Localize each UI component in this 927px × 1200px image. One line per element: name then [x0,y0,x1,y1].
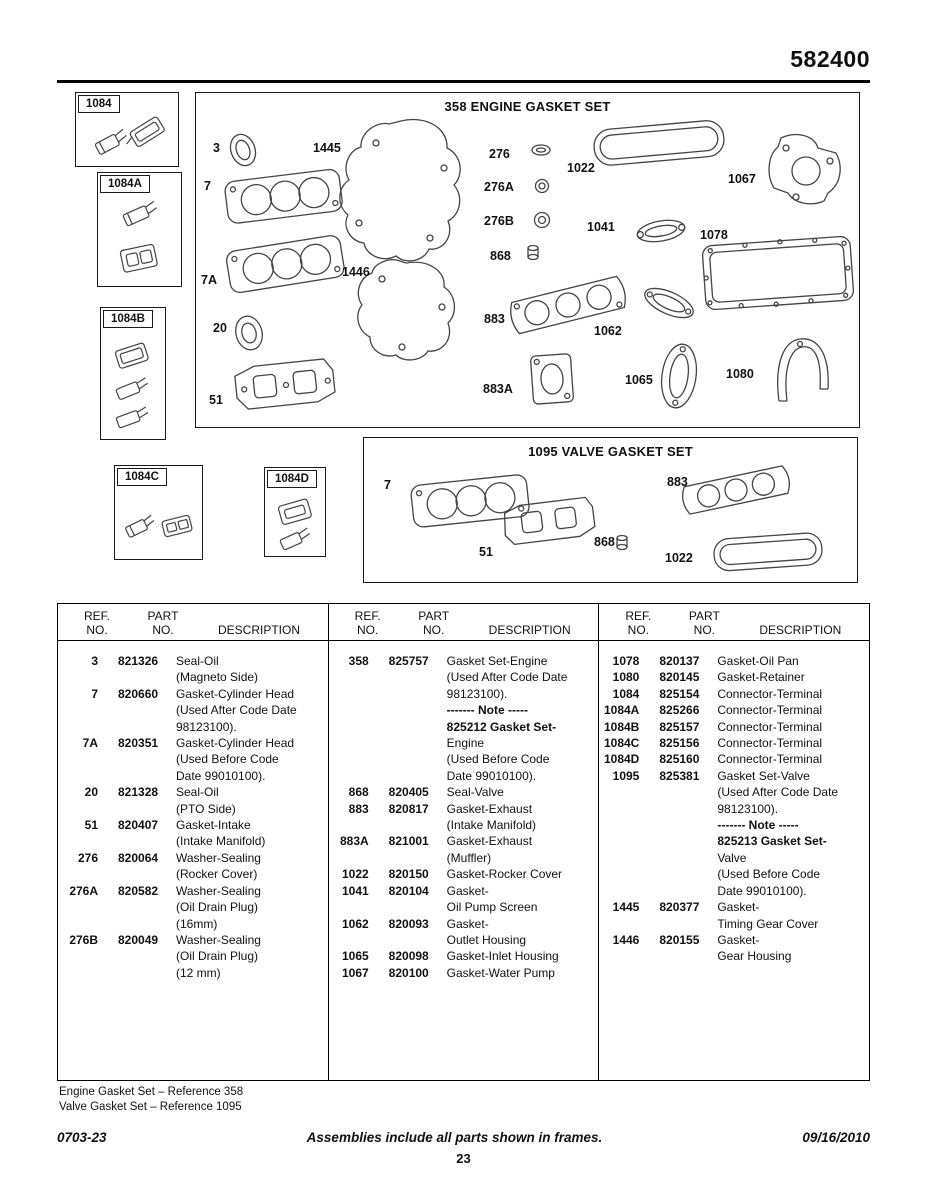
ref-no: 1065 [341,949,369,964]
description: Gasket- Timing Gear Cover [717,900,819,931]
part-callout-868: 868 [594,535,615,549]
ref-no: 1445 [612,900,640,915]
description: Gasket-Retainer [717,670,805,685]
ref-no: 276 [77,850,98,865]
frame-1084d [264,467,326,557]
ref-no: 7 [91,686,98,701]
valve-gasket-set-title: 1095 VALVE GASKET SET [528,444,693,459]
cylinder-head-gasket-7-art [224,168,343,224]
part-no: 821326 [118,654,159,668]
water-pump-gasket-art [769,135,840,204]
part-row [603,735,867,751]
part-callout-3: 3 [213,141,220,155]
part-no: 825156 [659,736,700,751]
outlet-housing-gasket-art [641,282,697,323]
oil-pan-gasket-art [702,235,854,311]
ref-no: 7A [82,736,98,751]
part-no: 820155 [659,932,700,947]
rocker-cover-gasket-art [593,119,726,166]
description: Connector-Terminal [717,719,823,734]
part-no: 825157 [659,719,700,734]
part-callout-1022: 1022 [567,161,595,175]
intake-gasket-art [234,358,336,410]
part-row [603,751,867,767]
description: Seal-Valve [446,785,504,800]
parts-column-1 [58,604,328,1080]
part-row [333,833,597,866]
part-row [62,686,326,735]
ref-no: 358 [348,654,369,668]
ref-no: 1022 [341,867,369,882]
part-row [333,965,597,981]
parts-column-2 [328,604,599,1080]
part-row [62,735,326,784]
part-callout-868: 868 [490,249,511,263]
ref-no: 276B [69,932,98,947]
ref-no: 1084A [603,703,640,718]
footer-doc-code: 0703-23 [57,1130,107,1145]
part-row [603,653,867,669]
part-row [62,817,326,850]
part-no: 825381 [659,768,700,783]
description: Washer-Sealing (Oil Drain Plug) (16mm) [176,883,261,931]
description: Gasket-Inlet Housing [446,949,559,964]
part-no: 821328 [118,785,159,800]
part-row [333,948,597,964]
footer-date: 09/16/2010 [802,1130,870,1145]
frame-label: 1084D [267,470,317,488]
part-callout-883A: 883A [483,382,513,396]
valve-rocker-gasket-art [713,532,823,571]
description: Washer-Sealing (Oil Drain Plug) (12 mm) [176,932,261,980]
part-row [62,932,326,981]
description-header: DESCRIPTION [218,623,301,637]
part-no: 821001 [388,834,429,849]
part-row [333,916,597,949]
valve-head-gasket-art [410,474,530,528]
seal-oil-magneto-art [226,131,259,169]
table-notes [59,1085,243,1115]
model-number: 582400 [790,46,870,72]
description: Gasket- Oil Pump Screen [446,883,538,915]
description: Gasket-Cylinder Head (Used Before Code Date 99010100). [176,736,295,783]
frame-1084 [75,92,179,167]
description: Seal-Oil (PTO Side) [176,785,236,816]
part-callout-20: 20 [213,321,227,335]
parts-table [57,603,870,1081]
page-footer [57,1130,870,1145]
part-callout-1065: 1065 [625,373,653,387]
part-row [603,702,867,718]
engine-gasket-illustrations [196,93,861,429]
part-no: 820100 [388,965,429,980]
ref-no: 51 [84,818,98,833]
valve-intake-gasket-art [502,497,596,546]
part-header: PART [418,609,450,623]
part-callout-883: 883 [667,475,688,489]
description: Connector-Terminal [717,686,823,701]
part-row [603,686,867,702]
parts-column-3 [598,604,869,1080]
part-row [333,866,597,882]
column-header: REF. NO. PART NO. DESCRIPTION [329,604,599,641]
part-row [603,932,867,965]
description: Connector-Terminal [717,703,823,718]
part-header: PART [688,609,720,623]
part-callout-276B: 276B [484,214,514,228]
part-no: 820137 [659,654,700,668]
part-no: 825154 [659,686,700,701]
description: Gasket- Gear Housing [717,932,792,964]
part-callout-1078: 1078 [700,228,728,242]
description: Gasket-Water Pump [446,965,555,980]
ref-no: 276A [69,883,98,898]
ref-no: 1084 [612,686,640,701]
washer-276-art [532,145,550,155]
ref-no: 20 [84,785,98,800]
part-callout-883: 883 [484,312,505,326]
part-no: 820093 [388,916,429,931]
valve-gasket-illustrations [364,438,859,584]
description: Seal-Oil (Magneto Side) [176,654,259,685]
exhaust-gasket-883a-art [530,354,573,405]
timing-gear-cover-gasket-art [340,120,460,261]
header-rule [57,80,870,83]
ref-no: 1078 [612,654,640,668]
part-header: PART [147,609,179,623]
note-valve-gasket-set: Valve Gasket Set – Reference 1095 [59,1101,242,1113]
part-no: 820098 [388,949,429,964]
column-header: REF. NO. PART NO. DESCRIPTION [58,604,328,641]
part-callout-7: 7 [204,179,211,193]
ref-no: 868 [348,785,369,800]
frame-engine-gasket-set [195,92,860,428]
washer-276a-art [536,180,549,193]
ref-header: REF. [625,609,652,623]
part-no: 820150 [388,867,429,882]
washer-276b-art [535,213,550,228]
part-row [333,883,597,916]
description: Gasket-Intake (Intake Manifold) [176,818,266,849]
part-callout-1067: 1067 [728,172,756,186]
description-header: DESCRIPTION [488,623,571,637]
part-callout-276A: 276A [484,180,514,194]
frame-label: 1084B [103,310,153,328]
part-row [62,883,326,932]
description: Gasket Set-Engine (Used After Code Date 98123100). ------- Note ----- 825212 Gasket Set- Engine (Used Before Code Date 99010100). [446,654,568,783]
ref-no: 1095 [612,768,640,783]
part-no: 820104 [388,883,429,898]
part-callout-1445: 1445 [313,141,341,155]
part-callout-7A: 7A [201,273,217,287]
part-no: 820377 [659,900,700,915]
part-no: 820049 [118,932,159,947]
part-row [62,850,326,883]
part-callout-1062: 1062 [594,324,622,338]
part-no: 820351 [118,736,159,751]
part-no: 825266 [659,703,700,718]
ref-no: 3 [91,654,98,668]
frame-1084a [97,172,182,287]
part-row [603,719,867,735]
part-row [603,768,867,899]
footer-assemblies-note: Assemblies include all parts shown in frames. [306,1130,603,1145]
part-row [62,784,326,817]
part-callout-1022: 1022 [665,551,693,565]
description-header: DESCRIPTION [759,623,842,637]
frame-1084c [114,465,203,560]
ref-no: 1084B [603,719,640,734]
valve-seal-art [528,246,538,260]
ref-no: 1084D [603,752,640,767]
gear-housing-gasket-art [358,260,455,360]
note-engine-gasket-set: Engine Gasket Set – Reference 358 [59,1086,244,1098]
part-row [333,784,597,800]
part-callout-7: 7 [384,478,391,492]
oil-pump-screen-gasket-art [636,217,687,245]
part-callout-1446: 1446 [342,265,370,279]
ref-no: 1067 [341,965,369,980]
description: Gasket-Exhaust (Muffler) [446,834,533,865]
part-row [603,899,867,932]
frame-label: 1084A [100,175,150,193]
description: Gasket Set-Valve (Used After Code Date 98123100). ------- Note ----- 825213 Gasket Set- Valve (Used Before Code Date 99010100). [717,768,839,898]
description: Gasket-Cylinder Head (Used After Code Date 98123100). [176,686,297,734]
part-row [333,801,597,834]
description: Connector-Terminal [717,752,823,767]
frame-label: 1084C [117,468,167,486]
part-no: 825160 [659,752,700,767]
valve-seal-868-art [617,536,627,550]
part-callout-51: 51 [209,393,223,407]
frame-label: 1084 [78,95,120,113]
description: Gasket-Rocker Cover [446,867,563,882]
part-callout-276: 276 [489,147,510,161]
part-callout-51: 51 [479,545,493,559]
ref-no: 1446 [612,932,640,947]
part-row [333,653,597,784]
part-callout-1041: 1041 [587,220,615,234]
part-row [603,669,867,685]
part-no: 820405 [388,785,429,800]
part-no: 820582 [118,883,159,898]
page-number: 23 [456,1151,471,1166]
ref-header: REF. [83,609,110,623]
retainer-gasket-art [778,339,828,401]
ref-no: 1080 [612,670,640,685]
ref-no: 883A [339,834,369,849]
part-no: 820145 [659,670,700,685]
cylinder-head-gasket-7a-art [225,234,345,293]
part-no: 820064 [118,850,159,865]
column-header: REF. NO. PART NO. DESCRIPTION [599,604,869,641]
engine-gasket-set-title: 358 ENGINE GASKET SET [444,99,611,114]
ref-no: 1041 [341,883,369,898]
part-no: 820660 [118,686,159,701]
description: Gasket- Outlet Housing [446,916,527,947]
frame-1084b [100,307,166,440]
description: Connector-Terminal [717,736,823,751]
description: Washer-Sealing (Rocker Cover) [176,850,261,882]
ref-no: 1062 [341,916,369,931]
ref-header: REF. [354,609,381,623]
ref-no: 1084C [603,736,640,751]
valve-exhaust-gasket-art [680,465,791,515]
ref-no: 883 [348,801,369,816]
frame-valve-gasket-set [363,437,858,583]
seal-oil-pto-art [232,313,266,353]
part-row [62,653,326,686]
description: Gasket-Oil Pan [717,654,799,668]
part-no: 820407 [118,818,159,833]
part-no: 820817 [388,801,429,816]
part-callout-1080: 1080 [726,367,754,381]
description: Gasket-Exhaust (Intake Manifold) [446,801,537,833]
part-no: 825757 [388,654,429,668]
inlet-housing-gasket-art [658,342,701,410]
